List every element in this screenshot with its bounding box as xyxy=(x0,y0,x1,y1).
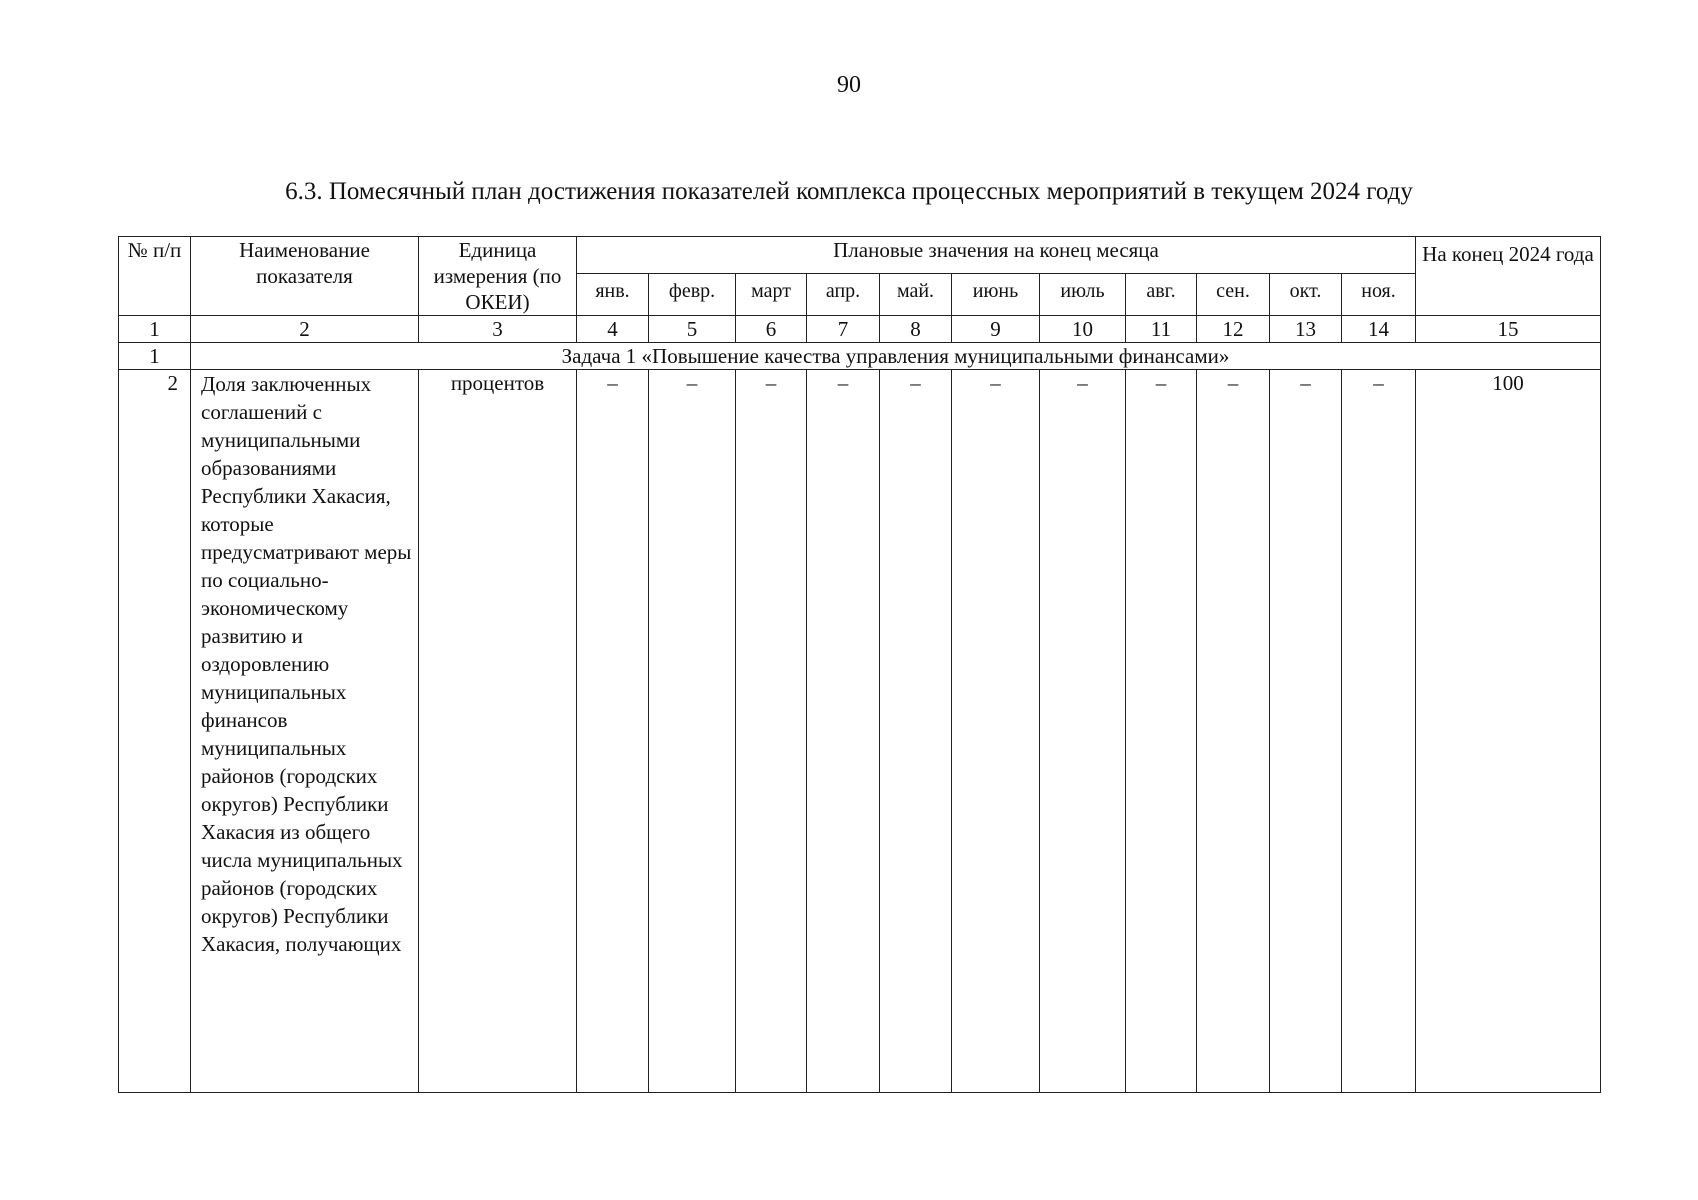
page-number: 90 xyxy=(837,72,861,98)
header-month: янв. xyxy=(577,273,649,315)
header-month: июнь xyxy=(952,273,1040,315)
header-month: май. xyxy=(880,273,952,315)
header-month: ноя. xyxy=(1342,273,1416,315)
column-number: 3 xyxy=(419,316,577,343)
column-number: 8 xyxy=(880,316,952,343)
month-value: – xyxy=(880,370,952,1093)
column-number: 4 xyxy=(577,316,649,343)
indicator-row xyxy=(119,370,1601,1093)
task-row xyxy=(119,343,1601,370)
header-month: июль xyxy=(1040,273,1126,315)
header-month: февр. xyxy=(649,273,736,315)
header-number: № п/п xyxy=(119,237,191,316)
task-title: Задача 1 «Повышение качества управления муниципальными финансами» xyxy=(191,343,1601,370)
column-number: 9 xyxy=(952,316,1040,343)
header-month: окт. xyxy=(1270,273,1342,315)
header-month: авг. xyxy=(1126,273,1197,315)
month-value: – xyxy=(1040,370,1126,1093)
month-value: – xyxy=(1342,370,1416,1093)
header-year-end: На конец 2024 года xyxy=(1416,237,1601,316)
column-number: 13 xyxy=(1270,316,1342,343)
month-value: – xyxy=(736,370,807,1093)
column-number: 7 xyxy=(807,316,880,343)
column-numbers-row xyxy=(119,316,1601,343)
month-value: – xyxy=(1126,370,1197,1093)
month-value: – xyxy=(952,370,1040,1093)
column-number: 10 xyxy=(1040,316,1126,343)
column-number: 11 xyxy=(1126,316,1197,343)
month-value: – xyxy=(807,370,880,1093)
month-value: – xyxy=(1270,370,1342,1093)
column-number: 12 xyxy=(1197,316,1270,343)
month-value: – xyxy=(577,370,649,1093)
header-month: сен. xyxy=(1197,273,1270,315)
column-number: 14 xyxy=(1342,316,1416,343)
column-number: 15 xyxy=(1416,316,1601,343)
header-row-1 xyxy=(119,237,1601,274)
document-title: 6.3. Помесячный план достижения показателей комплекса процессных мероприятий в текущем 2024 году xyxy=(285,178,1413,205)
header-indicator-name: Наименование показателя xyxy=(191,237,419,316)
header-unit: Единица измерения (по ОКЕИ) xyxy=(419,237,577,316)
indicator-unit: процентов xyxy=(419,370,577,1093)
column-number: 2 xyxy=(191,316,419,343)
indicator-name: Доля заключенных соглашений с муниципальными образованиями Республики Хакасия, которые предусматривают меры по социально-экономическому развитию и оздоровлению муниципальных финансов муниципальных районов (городских округов) Республики Хакасия из общего числа муниципальных районов (городских округов) Республики Хакасия, получающих xyxy=(191,370,419,1093)
indicator-number: 2 xyxy=(119,370,191,1093)
header-month: апр. xyxy=(807,273,880,315)
task-number: 1 xyxy=(119,343,191,370)
column-number: 6 xyxy=(736,316,807,343)
column-number: 1 xyxy=(119,316,191,343)
header-planned-values: Плановые значения на конец месяца xyxy=(577,237,1416,274)
year-end-value: 100 xyxy=(1416,370,1601,1093)
month-value: – xyxy=(1197,370,1270,1093)
column-number: 5 xyxy=(649,316,736,343)
month-value: – xyxy=(649,370,736,1093)
monthly-plan-table xyxy=(118,236,1601,1093)
header-month: март xyxy=(736,273,807,315)
